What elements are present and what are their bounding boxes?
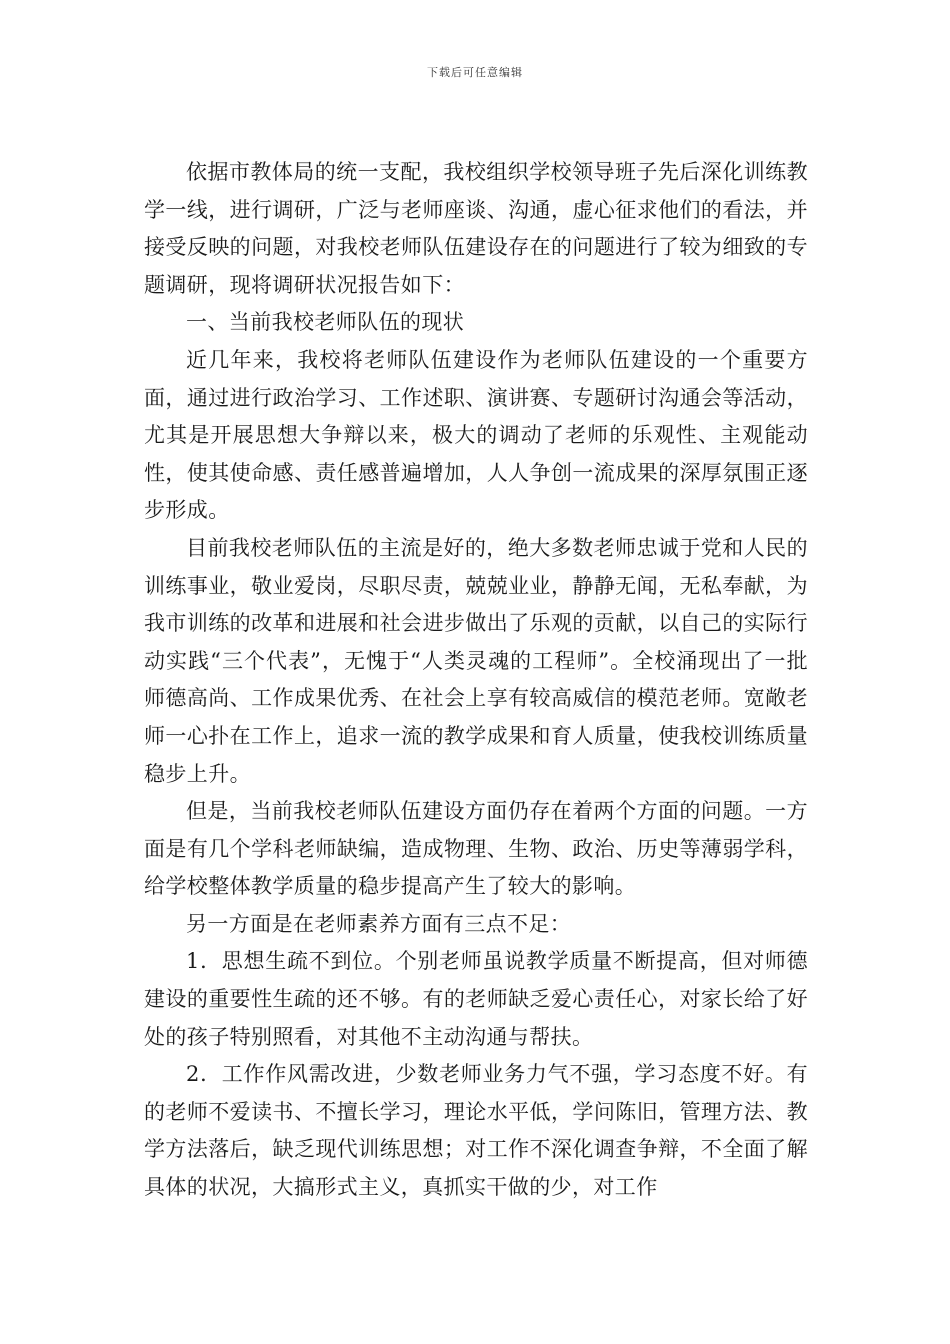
paragraph-intro: 依据市教体局的统一支配，我校组织学校领导班子先后深化训练教学一线，进行调研，广泛与老师座谈、沟通，虚心征求他们的看法，并接受反映的问题，对我校老师队伍建设存在的问题进行了较为细致的专题调研，现将调研状况报告如下： bbox=[144, 160, 808, 297]
section-heading: 一、当前我校老师队伍的现状 bbox=[186, 310, 465, 335]
paragraph-point-2: 2．工作作风需改进，少数老师业务力气不强，学习态度不好。有的老师不爱读书、不擅长学习，理论水平低，学问陈旧，管理方法、教学方法落后，缺乏现代训练思想；对工作不深化调查争辩，不全面了解具体的状况，大搞形式主义，真抓实干做的少，对工作 bbox=[144, 1062, 808, 1200]
paragraph-point-1: 1．思想生疏不到位。个别老师虽说教学质量不断提高，但对师德建设的重要性生疏的还不够。有的老师缺乏爱心责任心，对家长给了好处的孩子特别照看，对其他不主动沟通与帮扶。 bbox=[144, 949, 808, 1049]
paragraph-shortcomings: 另一方面是在老师素养方面有三点不足： bbox=[186, 911, 572, 936]
paragraph-recent-years: 近几年来，我校将老师队伍建设作为老师队伍建设的一个重要方面，通过进行政治学习、工作述职、演讲赛、专题研讨沟通会等活动，尤其是开展思想大争辩以来，极大的调动了老师的乐观性、主观能动性，使其使命感、责任感普遍增加，人人争创一流成果的深厚氛围正逐步形成。 bbox=[144, 347, 808, 523]
paragraph-mainstream: 目前我校老师队伍的主流是好的，绝大多数老师忠诚于党和人民的训练事业，敬业爱岗，尽职尽责，兢兢业业，静静无闻，无私奉献，为我市训练的改革和进展和社会进步做出了乐观的贡献，以自己的实际行动实践“三个代表”，无愧于“人类灵魂的工程师”。全校涌现出了一批师德高尚、工作成果优秀、在社会上享有较高威信的模范老师。宽敞老师一心扑在工作上，追求一流的教学成果和育人质量，使我校训练质量稳步上升。 bbox=[144, 535, 808, 786]
document-body bbox=[144, 154, 808, 1207]
paragraph-problems: 但是，当前我校老师队伍建设方面仍存在着两个方面的问题。一方面是有几个学科老师缺编，造成物理、生物、政治、历史等薄弱学科，给学校整体教学质量的稳步提高产生了较大的影响。 bbox=[144, 799, 808, 899]
header-note: 下载后可任意编辑 bbox=[427, 66, 523, 79]
